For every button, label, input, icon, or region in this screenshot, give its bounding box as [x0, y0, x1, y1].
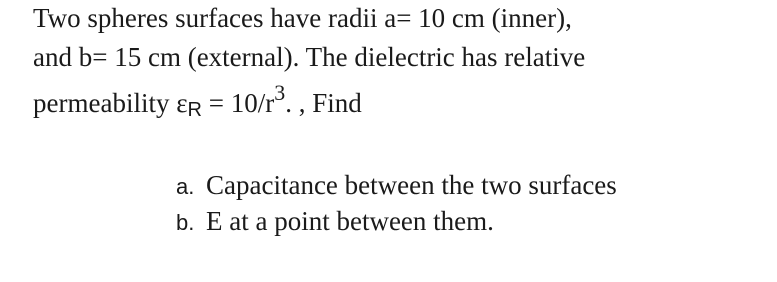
- list-item: [176, 206, 617, 242]
- sub-question-list: [176, 170, 617, 242]
- list-item-text: E at a point between them.: [206, 206, 494, 236]
- question-line-3: [33, 80, 362, 121]
- line-3-suffix: . , Find: [285, 88, 362, 118]
- list-marker: a.: [176, 174, 195, 199]
- line-3-equation: = 10/r: [202, 88, 275, 118]
- question-line-2: and b= 15 cm (external). The dielectric has relative: [33, 42, 586, 72]
- exponent-superscript: 3: [274, 80, 286, 105]
- question-line-1: Two spheres surfaces have radii a= 10 cm (inner),: [33, 3, 572, 33]
- epsilon-subscript: R: [187, 99, 202, 121]
- line-3-prefix: permeability ε: [33, 88, 188, 118]
- list-item-text: Capacitance between the two surfaces: [206, 170, 617, 200]
- list-item: [176, 170, 617, 206]
- list-marker: b.: [176, 210, 195, 235]
